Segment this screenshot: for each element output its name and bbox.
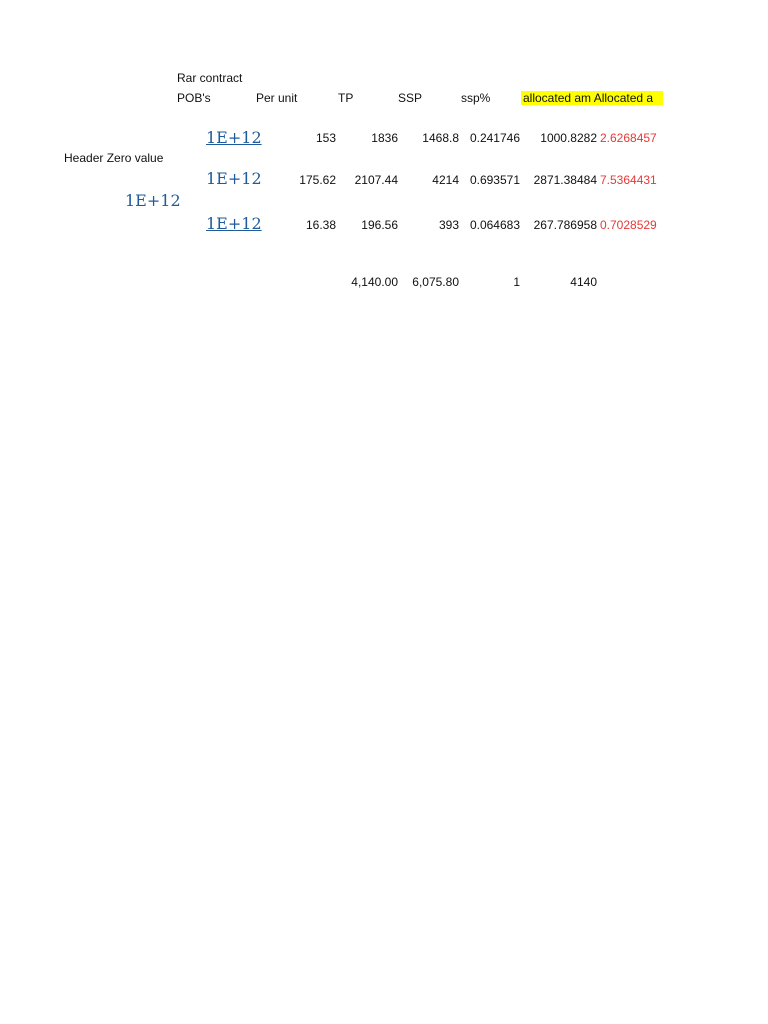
allocated-am-row-1: 1000.8282 [540, 131, 597, 145]
header-per-unit: Per unit [256, 91, 298, 105]
header-allocated-a: Allocated a [593, 91, 654, 105]
contract-title: Rar contract [177, 71, 243, 85]
allocated-a-row-2: 7.5364431 [600, 173, 657, 187]
ssp-row-2: 4214 [432, 173, 459, 187]
pob-link-row-3[interactable]: 1E+12 [206, 214, 262, 233]
allocated-a-row-3: 0.7028529 [600, 218, 657, 232]
total-ssp-percent: 1 [513, 275, 520, 289]
header-allocated-am: allocated am [523, 91, 592, 105]
header-pobs: POB's [177, 91, 211, 105]
total-allocated-am: 4140 [570, 275, 597, 289]
ssp-percent-row-2: 0.693571 [469, 173, 520, 187]
tp-row-1: 1836 [371, 131, 398, 145]
ssp-row-3: 393 [438, 218, 459, 232]
allocated-am-row-3: 267.786958 [533, 218, 597, 232]
header-allocated-highlight [521, 91, 663, 105]
pob-row-2: 1E+12 [206, 169, 262, 188]
per-unit-row-2: 175.62 [299, 173, 336, 187]
tp-row-2: 2107.44 [354, 173, 398, 187]
ssp-percent-row-1: 0.241746 [469, 131, 520, 145]
tp-row-3: 196.56 [361, 218, 398, 232]
header-zero-label: Header Zero value [64, 151, 164, 165]
per-unit-row-3: 16.38 [305, 218, 336, 232]
header-zero-value: 1E+12 [125, 191, 181, 210]
per-unit-row-1: 153 [315, 131, 336, 145]
total-tp: 4,140.00 [351, 275, 398, 289]
header-tp: TP [338, 91, 354, 105]
header-ssp-percent: ssp% [461, 91, 491, 105]
ssp-row-1: 1468.8 [422, 131, 459, 145]
allocated-a-row-1: 2.6268457 [600, 131, 657, 145]
pob-link-row-1[interactable]: 1E+12 [206, 128, 262, 147]
header-ssp: SSP [398, 91, 423, 105]
total-ssp: 6,075.80 [412, 275, 459, 289]
allocated-am-row-2: 2871.38484 [533, 173, 597, 187]
ssp-percent-row-3: 0.064683 [469, 218, 520, 232]
